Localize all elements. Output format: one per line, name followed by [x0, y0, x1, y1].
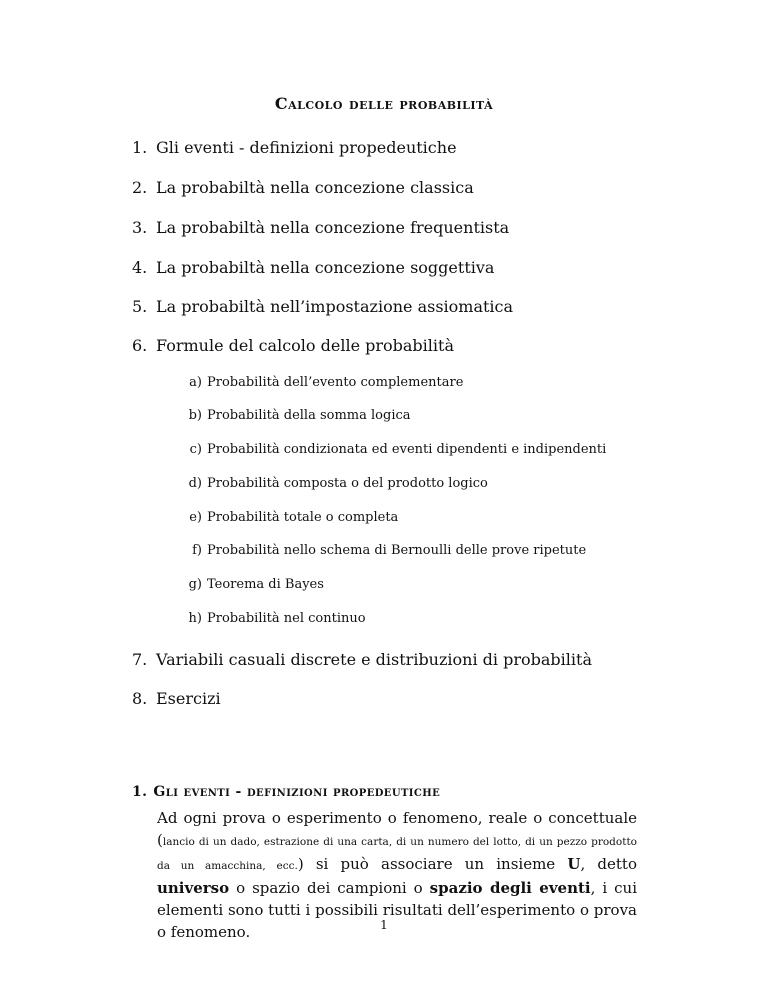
- term-spazio-eventi: spazio degli eventi: [429, 879, 591, 897]
- sub-letter: f): [192, 543, 202, 558]
- sub-label: Probabilità composta o del prodotto logico: [207, 476, 488, 491]
- section-heading: [132, 784, 440, 800]
- toc-item: [132, 336, 454, 355]
- toc-label: La probabiltà nella concezione frequentista: [156, 218, 510, 237]
- toc-label: La probabiltà nella concezione soggettiva: [156, 258, 495, 277]
- sub-item: [178, 476, 488, 491]
- sub-label: Probabilità condizionata ed eventi dipendenti e indipendenti: [207, 442, 607, 457]
- toc-label: La probabiltà nella concezione classica: [156, 178, 474, 197]
- sub-label: Probabilità nello schema di Bernoulli delle prove ripetute: [207, 543, 587, 558]
- sub-label: Teorema di Bayes: [207, 577, 324, 592]
- sub-letter: h): [188, 611, 202, 626]
- toc-item: [132, 689, 221, 708]
- term-universo: universo: [157, 879, 230, 897]
- toc-item: [132, 138, 457, 157]
- toc-label: Esercizi: [156, 689, 221, 708]
- toc-label: La probabiltà nell’impostazione assiomatica: [156, 297, 514, 316]
- paragraph-text: , i cui elementi sono tutti i possibili risultati dell’esperimento o prova o fenomeno.: [157, 879, 637, 941]
- toc-item: [132, 178, 474, 197]
- toc-number: 2.: [132, 178, 148, 197]
- page-title: Calcolo delle probabilità: [274, 94, 494, 113]
- toc-number: 7.: [132, 650, 148, 669]
- sub-label: Probabilità nel continuo: [207, 611, 366, 626]
- paragraph-text: o spazio dei campioni o: [229, 879, 430, 897]
- paragraph-text: , detto: [580, 855, 637, 873]
- paragraph-examples: lancio di un dado, estrazione di una carta, di un numero del lotto, di un pezzo prodotto da un amacchina, ecc.: [157, 836, 637, 872]
- sub-letter: c): [189, 442, 202, 457]
- toc-number: 1.: [132, 138, 148, 157]
- sub-item: [178, 375, 463, 390]
- toc-item: [132, 258, 494, 277]
- sub-letter: d): [188, 476, 202, 491]
- toc-number: 8.: [132, 689, 148, 708]
- sub-item: [178, 408, 411, 423]
- sub-label: Probabilità dell’evento complementare: [207, 375, 464, 390]
- toc-number: 4.: [132, 258, 148, 277]
- paragraph-text: ) si può associare un insieme: [297, 855, 568, 873]
- sub-item: [178, 543, 586, 558]
- toc-label: Formule del calcolo delle probabilità: [156, 336, 454, 355]
- toc-item: [132, 297, 513, 316]
- sub-item: [178, 611, 366, 626]
- sub-label: Probabilità della somma logica: [207, 408, 411, 423]
- sub-item: [178, 442, 606, 457]
- sub-label: Probabilità totale o completa: [207, 510, 399, 525]
- toc-label: Gli eventi - definizioni propedeutiche: [156, 138, 457, 157]
- sub-letter: a): [189, 375, 202, 390]
- toc-number: 3.: [132, 218, 148, 237]
- section-number: 1.: [132, 784, 148, 800]
- sub-item: [178, 577, 324, 592]
- toc-number: 5.: [132, 297, 148, 316]
- page-number: 1: [380, 918, 388, 932]
- universe-symbol: U: [567, 855, 581, 873]
- sub-letter: b): [188, 408, 202, 423]
- sub-letter: g): [188, 577, 202, 592]
- sub-item: [178, 510, 398, 525]
- toc-item: [132, 650, 592, 669]
- toc-label: Variabili casuali discrete e distribuzioni di probabilità: [156, 650, 592, 669]
- sub-letter: e): [189, 510, 202, 525]
- toc-item: [132, 218, 509, 237]
- paragraph-text: Ad ogni prova o esperimento o fenomeno, reale o concettuale (: [157, 809, 637, 849]
- section-title: Gli eventi - definizioni propedeutiche: [153, 784, 441, 800]
- toc-number: 6.: [132, 336, 148, 355]
